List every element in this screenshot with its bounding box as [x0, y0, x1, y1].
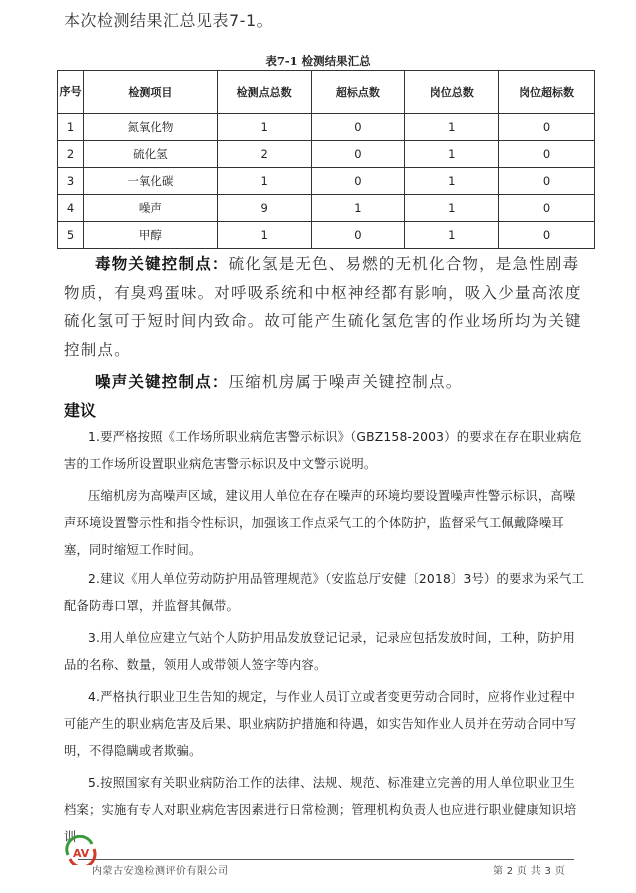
cell-points: 2	[217, 141, 311, 168]
table-row	[58, 222, 595, 249]
noise-control-point-text: 压缩机房属于噪声关键控制点。	[228, 373, 463, 391]
cell-seq: 1	[58, 114, 84, 141]
table-header-row	[58, 71, 595, 114]
header-exceed-posts: 岗位超标数	[499, 71, 595, 114]
cell-posts: 1	[405, 114, 499, 141]
footer-company: 内蒙古安逸检测评价有限公司	[92, 866, 229, 877]
suggestion-item: 4.严格执行职业卫生告知的规定，与作业人员订立或者变更劳动合同时，应将作业过程中可能产生的职业病危害及后果、职业病防护措施和待遇，如实告知作业人员并在劳动合同中写明，不得隐瞒或者欺骗。	[64, 690, 577, 758]
suggestion-item: 压缩机房为高噪声区域，建议用人单位在存在噪声的环境均要设置噪声性警示标识，高噪声环境设置警示性和指令性标识，加强该工作点采气工的个体防护，监督采气工佩戴降噪耳塞，同时缩短工作时间。	[64, 489, 576, 557]
toxic-control-point-paragraph	[64, 250, 584, 364]
cell-item: 一氧化碳	[83, 168, 217, 195]
table-row	[58, 141, 595, 168]
cell-seq: 3	[58, 168, 84, 195]
cell-exceed-posts: 0	[499, 168, 595, 195]
logo-letters: AV	[73, 847, 90, 860]
cell-exceed-points: 1	[311, 195, 405, 222]
cell-points: 1	[217, 114, 311, 141]
cell-posts: 1	[405, 195, 499, 222]
company-logo-icon	[64, 835, 98, 865]
cell-exceed-posts: 0	[499, 114, 595, 141]
cell-points: 1	[217, 222, 311, 249]
cell-points: 9	[217, 195, 311, 222]
header-exceed-points: 超标点数	[311, 71, 405, 114]
cell-seq: 2	[58, 141, 84, 168]
cell-exceed-posts: 0	[499, 222, 595, 249]
cell-posts: 1	[405, 141, 499, 168]
suggestions-title: 建议	[64, 401, 97, 420]
cell-exceed-points: 0	[311, 141, 405, 168]
cell-exceed-points: 0	[311, 222, 405, 249]
footer-divider	[78, 859, 574, 860]
table-row	[58, 114, 595, 141]
footer-page-number: 第 2 页 共 3 页	[493, 866, 565, 877]
suggestion-item: 1.要严格按照《工作场所职业病危害警示标识》（GBZ158-2003）的要求在存在职业病危害的工作场所设置职业病危害警示标识及中文警示说明。	[64, 430, 582, 471]
cell-seq: 4	[58, 195, 84, 222]
header-points: 检测点总数	[217, 71, 311, 114]
cell-posts: 1	[405, 168, 499, 195]
header-seq: 序号	[58, 71, 84, 114]
suggestion-item: 5.按照国家有关职业病防治工作的法律、法规、规范、标准建立完善的用人单位职业卫生档案；实施有专人对职业病危害因素进行日常检测；管理机构负责人也应进行职业健康知识培训	[64, 776, 577, 844]
table-caption: 表7-1 检测结果汇总	[265, 54, 371, 68]
suggestion-item: 3.用人单位应建立气站个人防护用品发放登记记录，记录应包括发放时间，工种，防护用品的名称、数量，领用人或带领人签字等内容。	[64, 631, 576, 672]
toxic-control-point-text: 硫化氢是无色、易燃的无机化合物，是急性剧毒物质，有臭鸡蛋味。对呼吸系统和中枢神经都有影响，吸入少量高浓度硫化氢可于短时间内致命。故可能产生硫化氢危害的作业场所均为关键控制点。	[64, 255, 582, 359]
table-row	[58, 195, 595, 222]
cell-item: 氮氧化物	[83, 114, 217, 141]
results-table	[57, 70, 595, 249]
noise-control-point-lead: 噪声关键控制点：	[95, 373, 229, 391]
table-row	[58, 168, 595, 195]
header-posts: 岗位总数	[405, 71, 499, 114]
cell-item: 甲醇	[83, 222, 217, 249]
cell-points: 1	[217, 168, 311, 195]
suggestion-item: 2.建议《用人单位劳动防护用品管理规范》（安监总厅安健〔2018〕3号）的要求为采气工配备防毒口罩，并监督其佩带。	[64, 572, 584, 613]
toxic-control-point-lead: 毒物关键控制点：	[95, 255, 229, 273]
cell-exceed-posts: 0	[499, 195, 595, 222]
cell-exceed-points: 0	[311, 168, 405, 195]
cell-seq: 5	[58, 222, 84, 249]
noise-control-point-paragraph	[64, 368, 584, 397]
cell-exceed-posts: 0	[499, 141, 595, 168]
header-item: 检测项目	[83, 71, 217, 114]
intro-text: 本次检测结果汇总见表7-1。	[64, 11, 274, 30]
cell-posts: 1	[405, 222, 499, 249]
cell-item: 硫化氢	[83, 141, 217, 168]
cell-item: 噪声	[83, 195, 217, 222]
cell-exceed-points: 0	[311, 114, 405, 141]
